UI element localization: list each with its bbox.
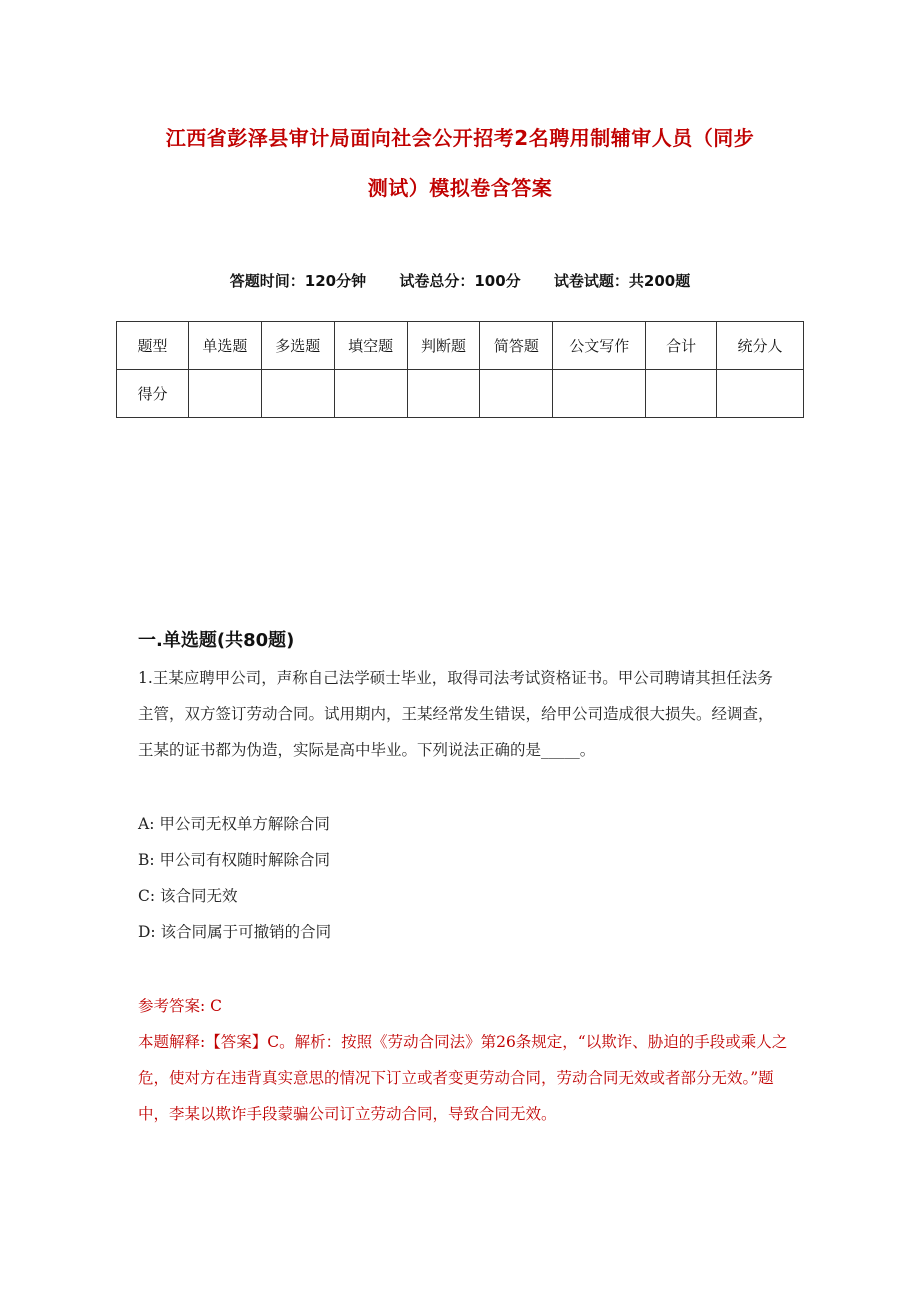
question-stem: 1.王某应聘甲公司，声称自己法学硕士毕业，取得司法考试资格证书。甲公司聘请其担任法务主管，双方签订劳动合同。试用期内，王某经常发生错误，给甲公司造成很大损失。经调查，王某的证书都为伪造，实际是高中毕业。下列说法正确的是_____。: [138, 669, 774, 759]
section-title: 一.单选题(共80题): [138, 630, 295, 651]
score-header-cell: 单选题: [188, 322, 261, 370]
score-header-cell: 公文写作: [553, 322, 646, 370]
score-cell[interactable]: [480, 370, 553, 418]
score-cell[interactable]: [717, 370, 804, 418]
option-b: B: 甲公司有权随时解除合同: [138, 851, 331, 869]
score-header-cell: 判断题: [407, 322, 480, 370]
option-d: D: 该合同属于可撤销的合同: [138, 923, 332, 941]
score-header-cell: 多选题: [261, 322, 334, 370]
score-cell[interactable]: [407, 370, 480, 418]
score-row-label: 得分: [117, 370, 189, 418]
option-a: A: 甲公司无权单方解除合同: [138, 815, 330, 833]
meta-count: 试卷试题：共200题: [553, 272, 691, 290]
score-value-row: [117, 370, 804, 418]
score-header-cell: 填空题: [334, 322, 407, 370]
exam-meta: [0, 270, 920, 291]
score-cell[interactable]: [334, 370, 407, 418]
score-cell[interactable]: [261, 370, 334, 418]
score-header-cell: 合计: [646, 322, 717, 370]
option-c: C: 该合同无效: [138, 887, 238, 905]
score-cell[interactable]: [646, 370, 717, 418]
meta-time: 答题时间：120分钟: [229, 272, 367, 290]
score-header-cell: 简答题: [480, 322, 553, 370]
answer-explanation: 本题解释:【答案】C。解析：按照《劳动合同法》第26条规定，“以欺诈、胁迫的手段或乘人之危，使对方在违背真实意思的情况下订立或者变更劳动合同，劳动合同无效或者部分无效。”题中，李某以欺诈手段蒙骗公司订立劳动合同，导致合同无效。: [138, 1033, 788, 1123]
score-cell[interactable]: [553, 370, 646, 418]
answer-key: 参考答案: C: [138, 997, 223, 1015]
score-header-cell: 统分人: [717, 322, 804, 370]
score-table: [116, 321, 804, 418]
score-header-cell: 题型: [117, 322, 189, 370]
meta-total: 试卷总分：100分: [399, 272, 521, 290]
doc-title-line1: 江西省彭泽县审计局面向社会公开招考2名聘用制辅审人员（同步: [165, 126, 755, 150]
score-cell[interactable]: [188, 370, 261, 418]
doc-title-line2: 测试）模拟卷含答案: [367, 176, 553, 200]
score-header-row: [117, 322, 804, 370]
